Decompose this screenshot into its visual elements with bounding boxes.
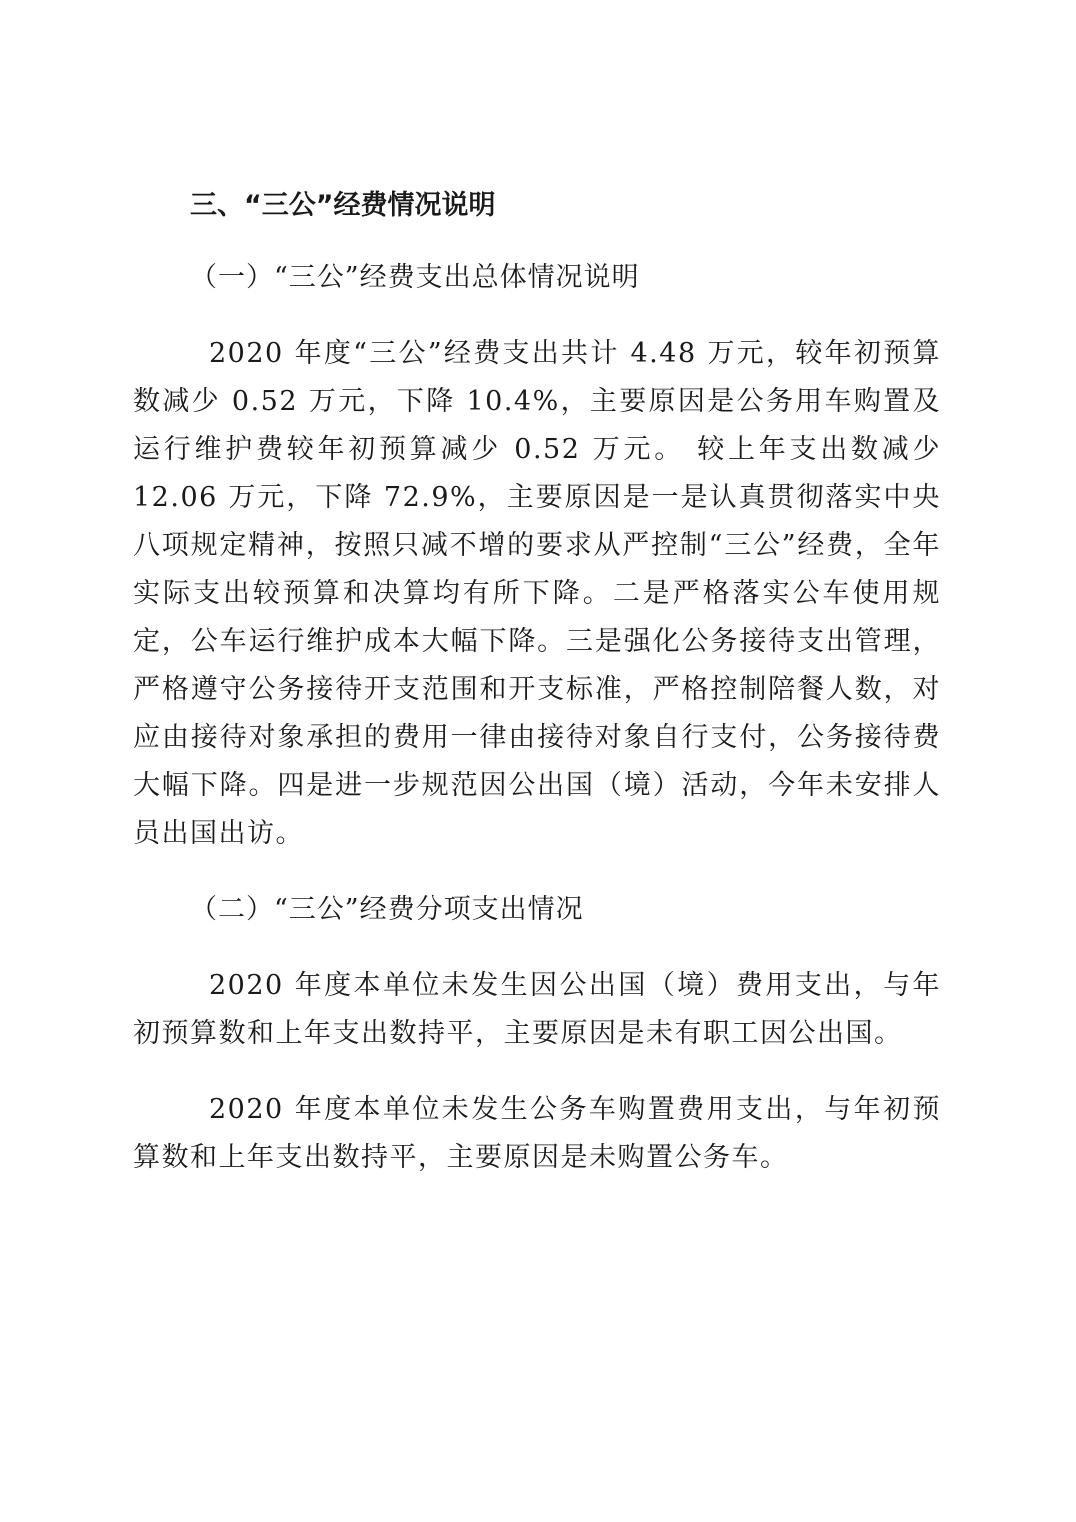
subsection-1-paragraph: 2020 年度“三公”经费支出共计 4.48 万元，较年初预算数减少 0.52 万元，下降 10.4%，主要原因是公务用车购置及运行维护费较年初预算减少 0.52 万元。 较上年支出数减少 12.06 万元，下降 72.9%，主要原因是一是认真贯彻落实中央八项规定精神，按照只减不增的要求从严控制“三公”经费，全年实际支出较预算和决算均有所下降。二是严格落实公车使用规定，公车运行维护成本大幅下降。三是强化公务接待支出管理，严格遵守公务接待开支范围和开支标准，严格控制陪餐人数，对应由接待对象承担的费用一律由接待对象自行支付，公务接待费大幅下降。四是进一步规范因公出国（境）活动，今年未安排人员出国出访。 [133, 338, 941, 849]
subsection-2-title: （二）“三公”经费分项支出情况 [190, 894, 584, 925]
subsection-2-paragraph-1: 2020 年度本单位未发生因公出国（境）费用支出，与年初预算数和上年支出数持平，主要原因是未有职工因公出国。 [133, 970, 941, 1049]
subsection-1-title: （一）“三公”经费支出总体情况说明 [190, 262, 640, 293]
subsection-2-paragraph-2: 2020 年度本单位未发生公务车购置费用支出，与年初预算数和上年支出数持平，主要原因是未购置公务车。 [133, 1094, 941, 1173]
section-heading: 三、“三公”经费情况说明 [190, 190, 496, 221]
